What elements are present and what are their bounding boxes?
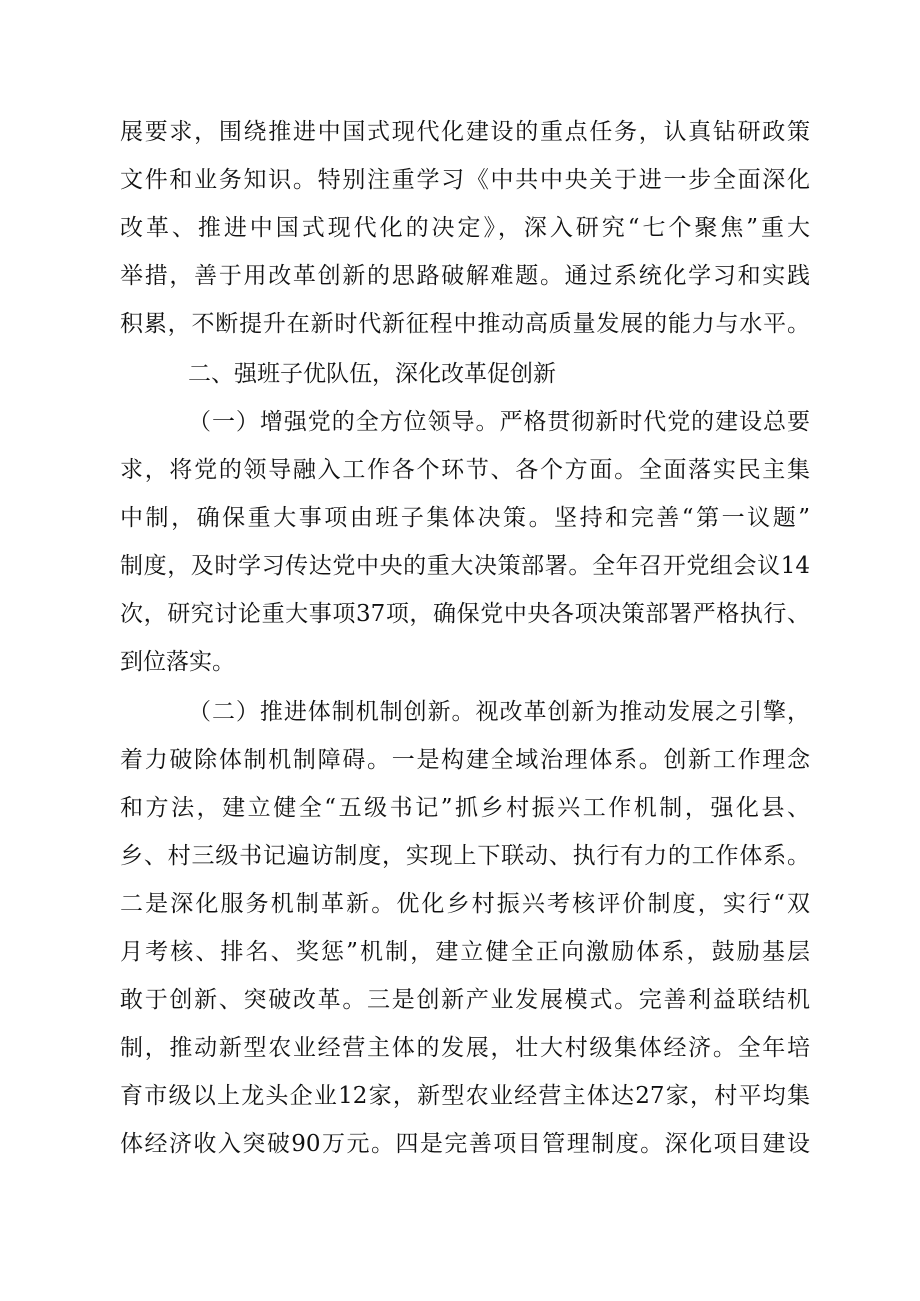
- text-line: 中制，确保重大事项由班子集体决策。坚持和完善“第一议题”: [120, 505, 810, 531]
- text-line: 着力破除体制机制障碍。一是构建全域治理体系。创新工作理念: [120, 747, 810, 773]
- text-line: （二）推进体制机制创新。视改革创新为推动发展之引擎，: [188, 699, 810, 725]
- text-line: 展要求，围绕推进中国式现代化建设的重点任务，认真钻研政策: [120, 119, 810, 145]
- text-line: 改革、推进中国式现代化的决定》，深入研究“七个聚焦”重大: [120, 215, 810, 241]
- text-line: 体经济收入突破90万元。四是完善项目管理制度。深化项目建设: [120, 1131, 810, 1157]
- text-line: 育市级以上龙头企业12家，新型农业经营主体达27家，村平均集: [120, 1083, 810, 1109]
- text-line: 举措，善于用改革创新的思路破解难题。通过系统化学习和实践: [120, 263, 810, 289]
- text-line: （一）增强党的全方位领导。严格贯彻新时代党的建设总要: [188, 409, 810, 435]
- text-line: 到位落实。: [120, 649, 235, 675]
- text-line: 乡、村三级书记遍访制度，实现上下联动、执行有力的工作体系。: [120, 843, 810, 869]
- text-line: 制度，及时学习传达党中央的重大决策部署。全年召开党组会议14: [120, 553, 810, 579]
- text-line: 和方法，建立健全“五级书记”抓乡村振兴工作机制，强化县、: [120, 795, 810, 821]
- text-line: 敢于创新、突破改革。三是创新产业发展模式。完善利益联结机: [120, 987, 810, 1013]
- text-line: 文件和业务知识。特别注重学习《中共中央关于进一步全面深化: [120, 167, 810, 193]
- text-line: 制，推动新型农业经营主体的发展，壮大村级集体经济。全年培: [120, 1035, 810, 1061]
- text-line: 次，研究讨论重大事项37项，确保党中央各项决策部署严格执行、: [120, 601, 810, 627]
- text-line: 二是深化服务机制革新。优化乡村振兴考核评价制度，实行“双: [120, 891, 810, 917]
- text-line: 求，将党的领导融入工作各个环节、各个方面。全面落实民主集: [120, 457, 810, 483]
- text-line: 积累，不断提升在新时代新征程中推动高质量发展的能力与水平。: [120, 311, 810, 337]
- text-line: 月考核、排名、奖惩”机制，建立健全正向激励体系，鼓励基层: [120, 939, 810, 965]
- section-heading: 二、强班子优队伍，深化改革促创新: [188, 361, 556, 387]
